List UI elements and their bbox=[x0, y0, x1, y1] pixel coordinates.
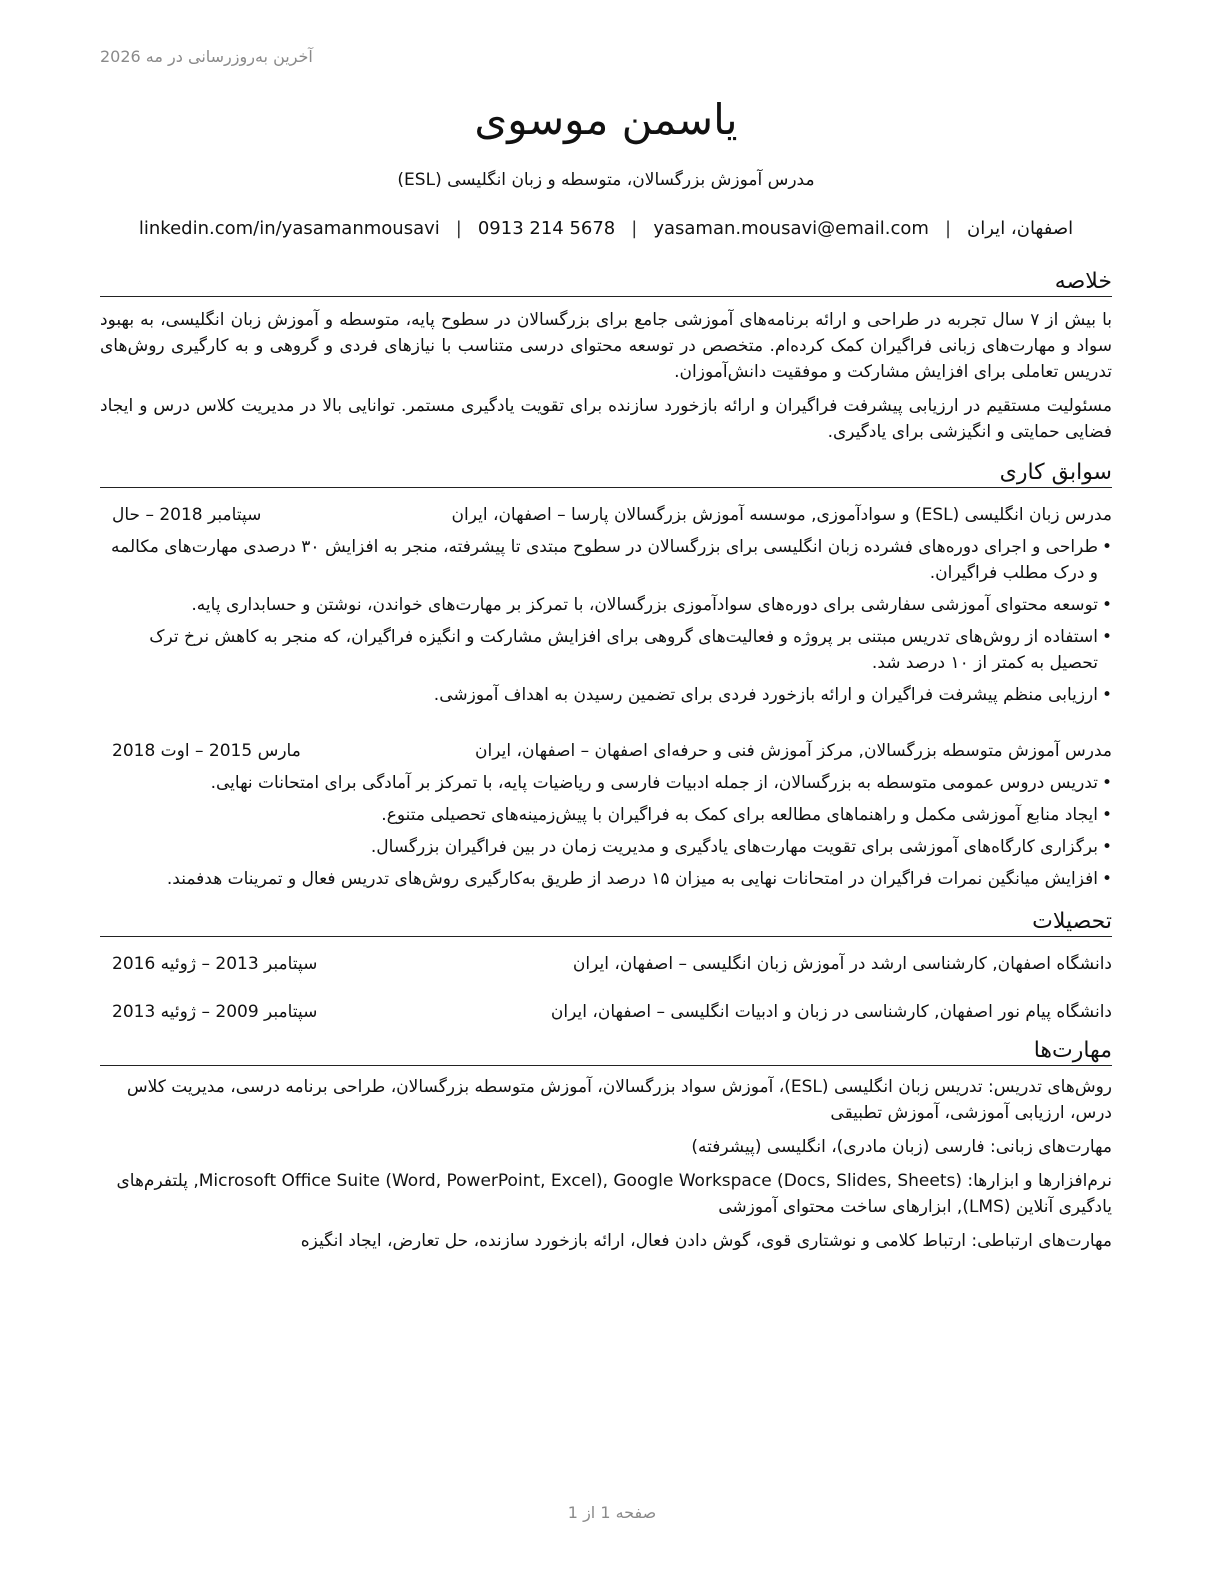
contact-linkedin[interactable]: linkedin.com/in/yasamanmousavi bbox=[138, 218, 440, 239]
contact-separator: | bbox=[631, 218, 638, 239]
job-entry bbox=[100, 738, 1112, 892]
job-bullet: • ارزیابی منظم پیشرفت فراگیران و ارائه بازخورد فردی برای تضمین رسیدن به اهداف آموزشی. bbox=[100, 682, 1112, 708]
page-number: صفحه 1 از 1 bbox=[567, 1503, 657, 1522]
education-entry bbox=[100, 951, 1112, 977]
job-date: سپتامبر 2018 – حال bbox=[112, 505, 262, 525]
job-bullet: • استفاده از روش‌های تدریس مبتنی بر پروژه و فعالیت‌های گروهی برای افزایش مشارکت و انگیزه فراگیران، که منجر به کاهش نرخ ترک تحصیل به کمتر از ۱۰ درصد شد. bbox=[100, 624, 1112, 676]
resume-page bbox=[100, 92, 1112, 1254]
section-title-education: تحصیلات bbox=[100, 908, 1112, 937]
job-heading: مدرس آموزش متوسطه بزرگسالان, مرکز آموزش فنی و حرفه‌ای اصفهان – اصفهان، ایران bbox=[475, 741, 1112, 761]
education-date: سپتامبر 2009 – ژوئیه 2013 bbox=[112, 1002, 318, 1022]
job-heading: مدرس زبان انگلیسی (ESL) و سوادآموزی, موسسه آموزش بزرگسالان پارسا – اصفهان، ایران bbox=[451, 505, 1112, 525]
section-title-summary: خلاصه bbox=[100, 268, 1112, 297]
summary-paragraph: با بیش از ۷ سال تجربه در طراحی و ارائه برنامه‌های آموزشی جامع برای بزرگسالان در سطوح پایه، متوسطه و آموزش زبان انگلیسی، به بهبود سواد و مهارت‌های زبانی فراگیران کمک کرده‌ام. متخصص در توسعه محتوای درسی متناسب با نیازهای فردی و گروهی و به کارگیری روش‌های تدریس تعاملی برای افزایش مشارکت و موفقیت دانش‌آموزان. bbox=[100, 310, 1112, 382]
skill-line: مهارت‌های ارتباطی: ارتباط کلامی و نوشتاری قوی، گوش دادن فعال، ارائه بازخورد سازنده، حل تعارض، ایجاد انگیزه bbox=[300, 1231, 1112, 1251]
section-title-skills: مهارت‌ها bbox=[100, 1037, 1112, 1066]
summary-paragraph: مسئولیت مستقیم در ارزیابی پیشرفت فراگیران و ارائه بازخورد سازنده برای تقویت یادگیری مستمر. توانایی بالا در مدیریت کلاس درس و ایجاد فضایی حمایتی و انگیزشی برای یادگیری. bbox=[100, 396, 1112, 442]
education-entry bbox=[100, 999, 1112, 1025]
contact-line bbox=[100, 216, 1112, 242]
job-bullet: • تدریس دروس عمومی متوسطه به بزرگسالان، از جمله ادبیات فارسی و ریاضیات پایه، با تمرکز بر آمادگی برای امتحانات نهایی. bbox=[100, 770, 1112, 796]
education-date: سپتامبر 2013 – ژوئیه 2016 bbox=[112, 954, 318, 974]
education-heading: دانشگاه پیام نور اصفهان, کارشناسی در زبان و ادبیات انگلیسی – اصفهان، ایران bbox=[550, 1002, 1112, 1022]
job-header bbox=[100, 738, 1112, 764]
job-bullet: • طراحی و اجرای دوره‌های فشرده زبان انگلیسی برای بزرگسالان در سطوح مبتدی تا پیشرفته، منجر به افزایش ۳۰ درصدی مهارت‌های مکالمه و درک مطلب فراگیران. bbox=[100, 534, 1112, 586]
job-bullet: • برگزاری کارگاه‌های آموزشی برای تقویت مهارت‌های یادگیری و مدیریت زمان در بین فراگیران بزرگسال. bbox=[100, 834, 1112, 860]
job-bullet: • ایجاد منابع آموزشی مکمل و راهنماهای مطالعه برای کمک به فراگیران با پیش‌زمینه‌های تحصیلی متنوع. bbox=[100, 802, 1112, 828]
job-bullet: • افزایش میانگین نمرات فراگیران در امتحانات نهایی به میزان ۱۵ درصد از طریق به‌کارگیری روش‌های تدریس فعال و تمرینات هدفمند. bbox=[100, 866, 1112, 892]
job-bullet: • توسعه محتوای آموزشی سفارشی برای دوره‌های سوادآموزی بزرگسالان، با تمرکز بر مهارت‌های خواندن، نوشتن و حسابداری پایه. bbox=[100, 592, 1112, 618]
education-heading: دانشگاه اصفهان, کارشناسی ارشد در آموزش زبان انگلیسی – اصفهان، ایران bbox=[572, 954, 1112, 974]
contact-phone: 0913 214 5678 bbox=[477, 218, 616, 239]
candidate-name: یاسمن موسوی bbox=[474, 95, 738, 144]
job-date: مارس 2015 – اوت 2018 bbox=[112, 741, 301, 761]
job-bullets bbox=[100, 534, 1112, 708]
contact-location: اصفهان، ایران bbox=[967, 218, 1074, 239]
job-bullets bbox=[100, 770, 1112, 892]
skill-line: مهارت‌های زبانی: فارسی (زبان مادری)، انگلیسی (پیشرفته) bbox=[691, 1137, 1112, 1157]
contact-separator: | bbox=[455, 218, 462, 239]
skill-line: نرم‌افزارها و ابزارها: Microsoft Office Suite (Word, PowerPoint, Excel), Google Workspace (Docs, Slides, Sheets), پلتفرم‌های یادگیری آنلاین (LMS), ابزارهای ساخت محتوای آموزشی bbox=[116, 1171, 1112, 1217]
job-entry bbox=[100, 502, 1112, 708]
contact-separator: | bbox=[944, 218, 952, 239]
skill-line: روش‌های تدریس: تدریس زبان انگلیسی (ESL)، آموزش سواد بزرگسالان، آموزش متوسطه بزرگسالان، طراحی برنامه درسی، مدیریت کلاس درس، ارزیابی آموزشی، آموزش تطبیقی bbox=[126, 1077, 1112, 1123]
contact-email[interactable]: yasaman.mousavi@email.com bbox=[653, 218, 929, 239]
last-updated-note: آخرین به‌روزرسانی در مه 2026 bbox=[100, 47, 313, 66]
job-header bbox=[100, 502, 1112, 528]
section-title-experience: سوابق کاری bbox=[100, 459, 1112, 488]
candidate-subtitle: مدرس آموزش بزرگسالان، متوسطه و زبان انگلیسی (ESL) bbox=[397, 170, 815, 190]
